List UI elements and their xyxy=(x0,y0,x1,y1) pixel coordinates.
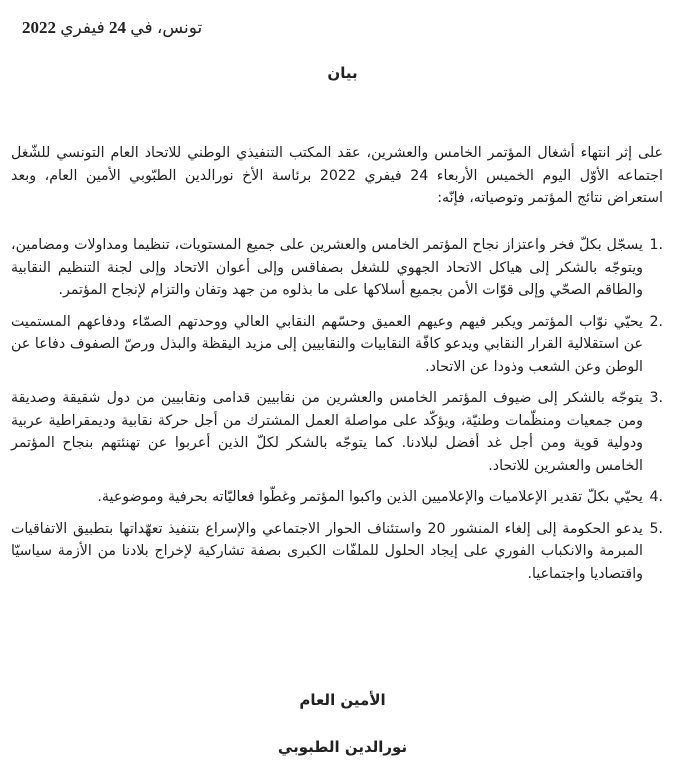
list-item xyxy=(11,387,663,477)
item-number: 3. xyxy=(649,390,663,406)
item-number: 2. xyxy=(649,313,663,330)
signature-title: الأمين العام xyxy=(299,691,386,709)
date-prefix: تونس، في xyxy=(126,18,203,37)
date-month: فيفري xyxy=(56,18,105,37)
intro-paragraph: على إثر انتهاء أشغال المؤتمر الخامس والعشرين، عقد المكتب التنفيذي الوطني للاتحاد العام التونسي للشّغل اجتماعه الأوّل اليوم الخميس الأربعاء 24 فيفري 2022 برئاسة الأخ نورالدين الطبّوبي الأمين العام، وبعد استعراض نتائج المؤتمر وتوصياته، فإنّه: xyxy=(11,145,664,206)
item-text: يتوجّه بالشكر إلى ضيوف المؤتمر الخامس والعشرين من نقابيين قدامى ونقابيين من دول شقيقة وصديقة ومن جمعيات ومنظّمات وطنيّة، ويؤكّد على مواصلة العمل المشترك من أجل حركة نقابية وديمقراطية عربية ودولية قوية ومن أجل غد أفضل لبلادنا. كما يتوجّه بالشكر لكلّ الذين أعربوا عن تهنئتهم بنجاح المؤتمر الخامس والعشرين للاتحاد. xyxy=(11,390,643,474)
item-text: يحيّي بكلّ تقدير الإعلاميات والإعلاميين الذين واكبوا المؤتمر وغطّوا فعاليّاته بحرفية وموضوعية. xyxy=(97,489,643,505)
list-item xyxy=(11,311,663,379)
item-text: يسجّل بكلّ فخر واعتزاز نجاح المؤتمر الخامس والعشرين على جميع المستويات، تنظيما ومداولات ومضامين، ويتوجّه بالشكر إلى هياكل الاتحاد الجهوي للشغل بصفاقس وإلى أعوان الاتحاد وإلى لجنة التنظيم النقابية والطاقم الصحّي وإلى قوّات الأمن بجميع أسلاكها على ما بذلوه من جهد وتفان والتزام لإنجاح المؤتمر. xyxy=(11,237,643,298)
date-year: 2022 xyxy=(22,18,56,37)
item-number: 5. xyxy=(649,520,663,537)
resolution-list xyxy=(11,234,663,594)
list-item xyxy=(11,518,663,586)
item-number: 4. xyxy=(649,489,663,505)
date-day: 24 xyxy=(104,18,127,37)
signature-name: نورالدين الطبوبي xyxy=(277,738,408,756)
document-title: بيان xyxy=(327,64,358,82)
date-line xyxy=(22,18,202,38)
item-number: 1. xyxy=(649,237,663,253)
item-text: يدعو الحكومة إلى إلغاء المنشور 20 واستئناف الحوار الاجتماعي والإسراع بتنفيذ تعهّداتها بتطبيق الاتفاقيات المبرمة والانكباب الفوري على إيجاد الحلول للملفّات الكبرى بصفة تشاركية لإخراج بلادنا من الأزمة سياسيّا واقتصاديا واجتماعيا. xyxy=(11,520,643,582)
list-item xyxy=(11,486,663,509)
list-item xyxy=(11,234,663,302)
item-text: يحيّي نوّاب المؤتمر ويكبر فيهم وعيهم العميق وحسّهم النقابي العالي ووحدتهم الصمّاء ودفاعهم المستميت عن استقلالية القرار النقابي ويدعو كافّة النقابيات والنقابيين إلى مزيد اليقظة والبذل ورصّ الصفوف دفاعا عن الوطن وعن الشعب وذودا عن الاتحاد. xyxy=(11,313,643,375)
